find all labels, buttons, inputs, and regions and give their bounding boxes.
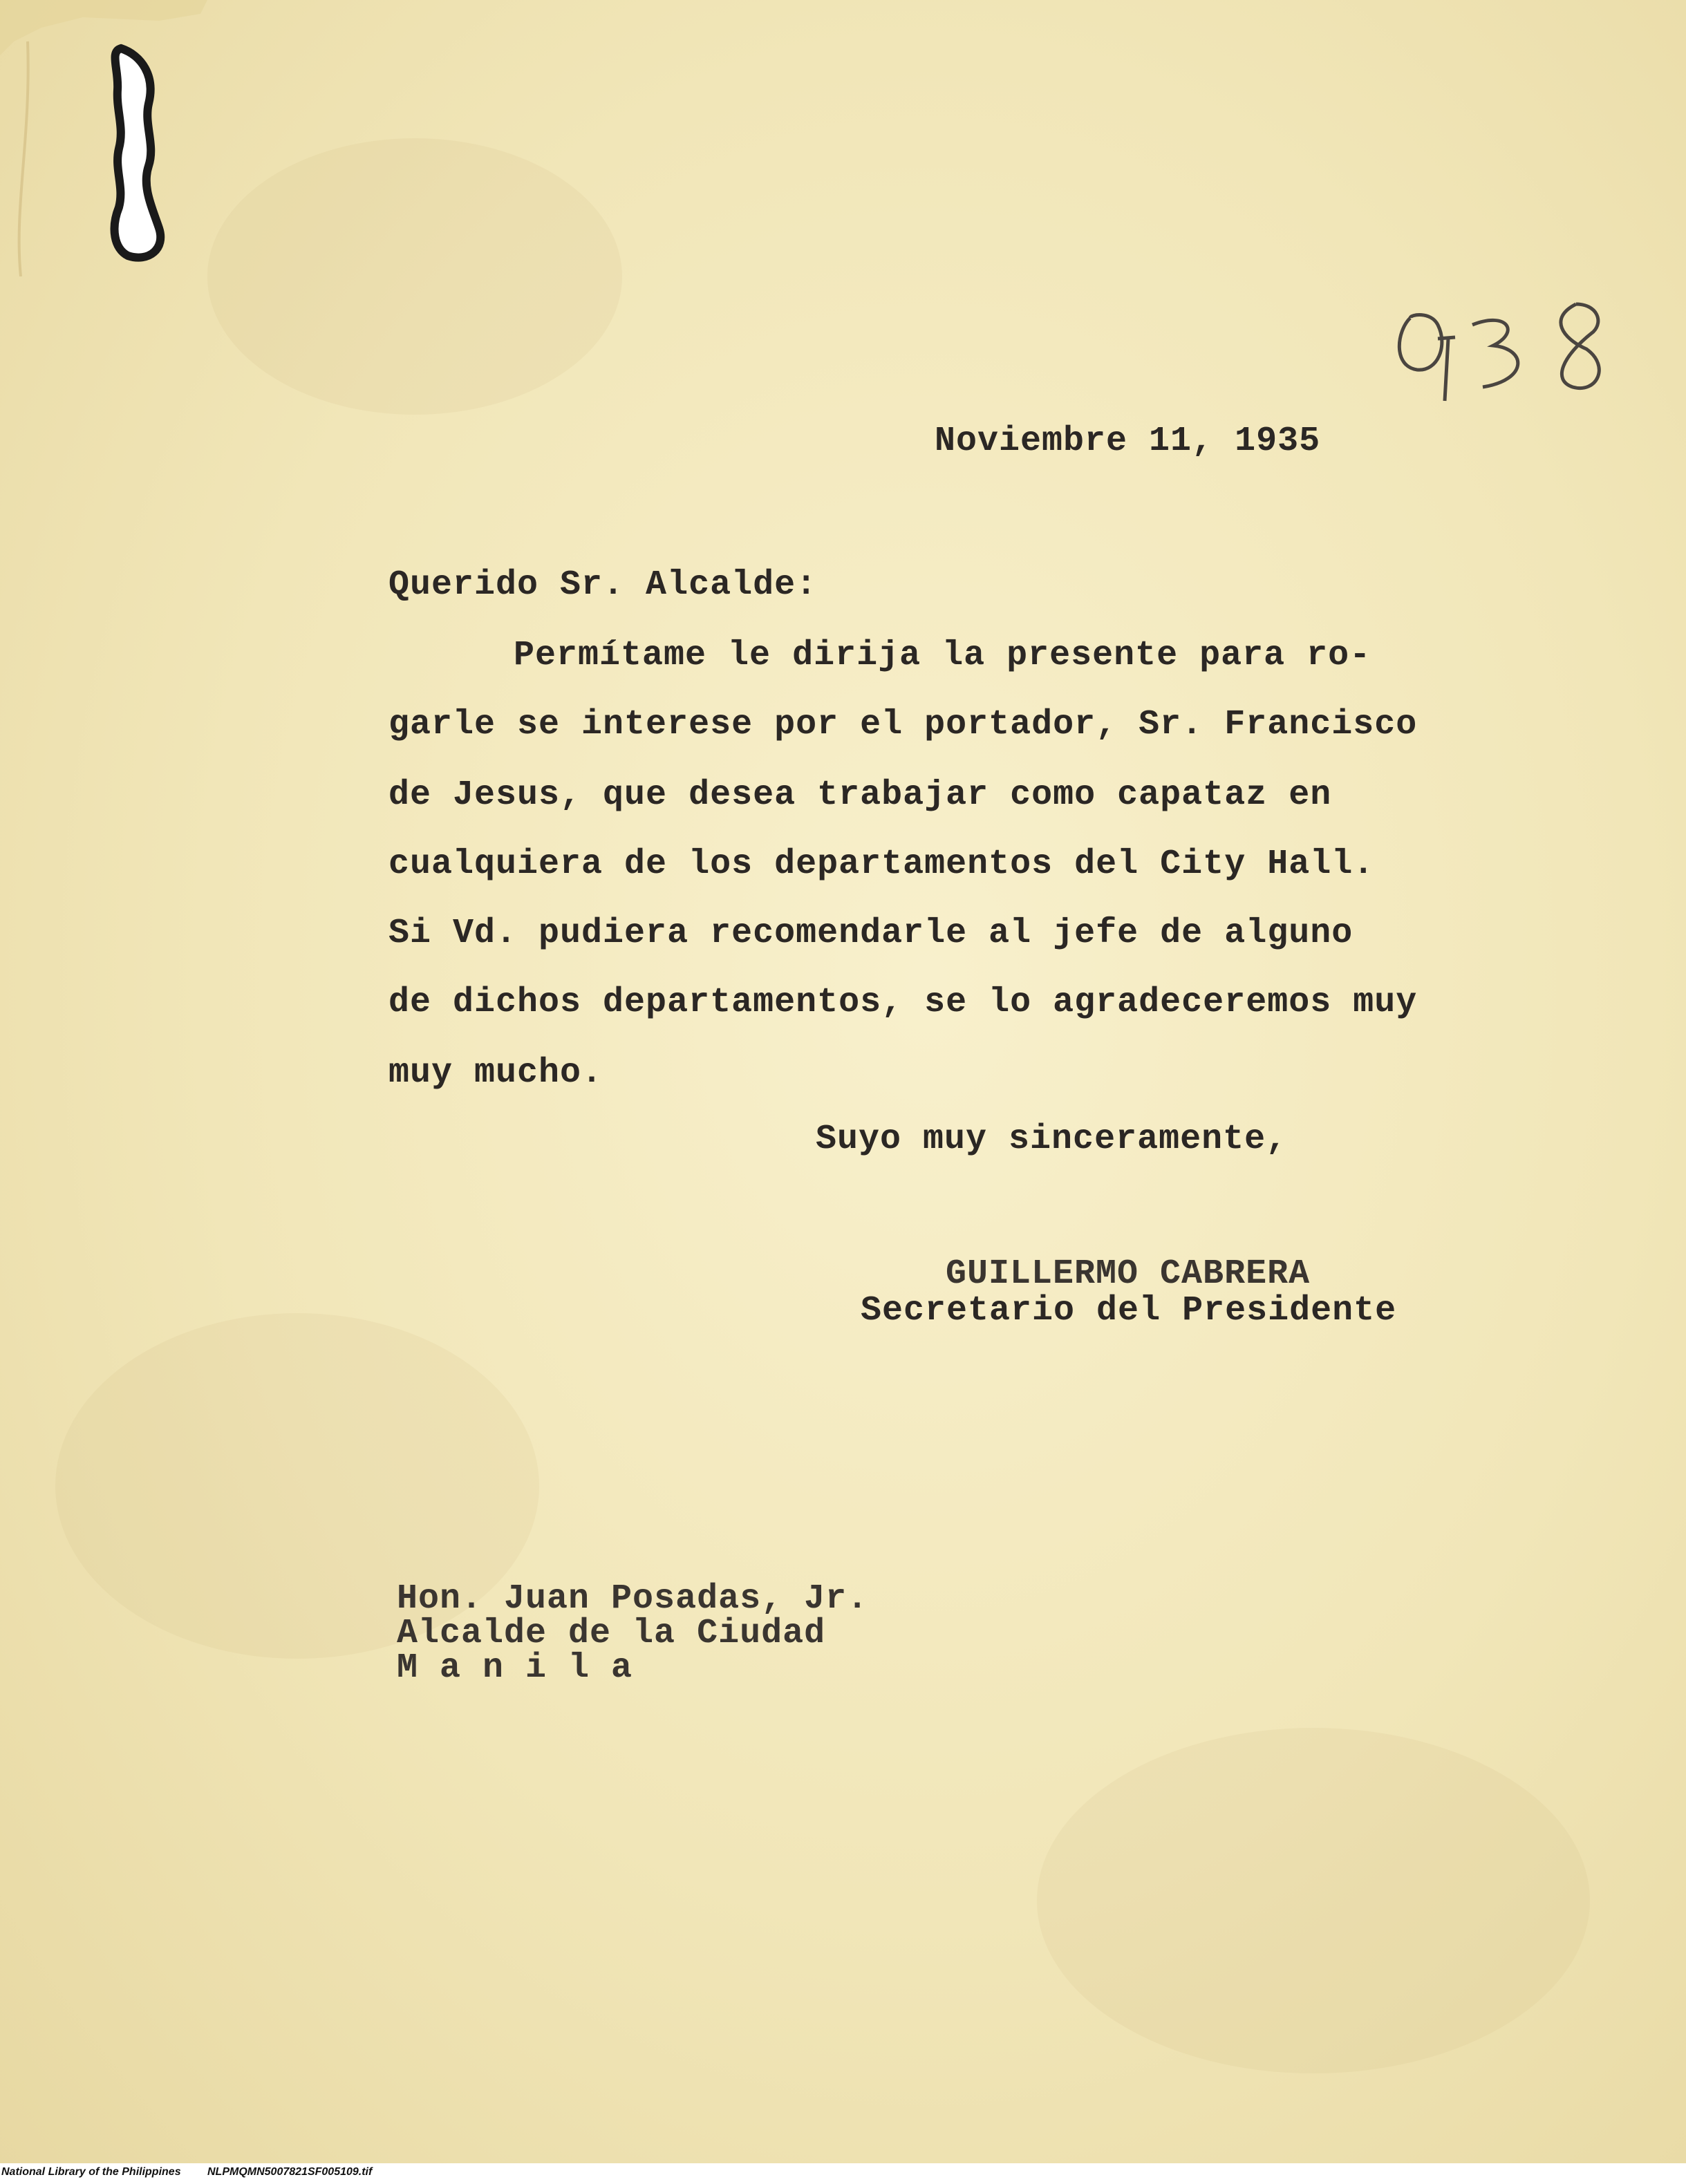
torn-hole-graphic [0,0,207,276]
paper-stain [207,138,622,415]
letter-body-line: cualquiera de los departamentos del City Hall. [388,845,1375,884]
letter-body-line: Permítame le dirija la presente para ro- [514,636,1371,675]
archive-file-id: NLPMQMN5007821SF005109.tif [207,2166,373,2178]
recipient-line: M a n i l a [397,1648,633,1688]
letter-body-line: muy mucho. [388,1053,603,1093]
archive-source-label: National Library of the Philippines [1,2166,181,2178]
letter-body-line: de dichos departamentos, se lo agradeceremos muy [388,983,1418,1022]
letter-salutation: Querido Sr. Alcalde: [388,565,818,605]
handwritten-initials-mark [1389,290,1618,429]
letter-body-line: Si Vd. pudiera recomendarle al jefe de alguno [388,914,1354,953]
letter-body-line: garle se interese por el portador, Sr. Francisco [388,705,1418,744]
letter-body-line: de Jesus, que desea trabajar como capataz en [388,775,1332,815]
recipient-line: Hon. Juan Posadas, Jr. [397,1579,869,1619]
signer-name: GUILLERMO CABRERA [946,1254,1311,1294]
paper-stain [1037,1728,1590,2073]
letter-closing: Suyo muy sinceramente, [816,1120,1288,1159]
signer-title: Secretario del Presidente [861,1291,1397,1330]
letter-date: Noviembre 11, 1935 [935,422,1321,461]
recipient-line: Alcalde de la Ciudad [397,1614,826,1653]
